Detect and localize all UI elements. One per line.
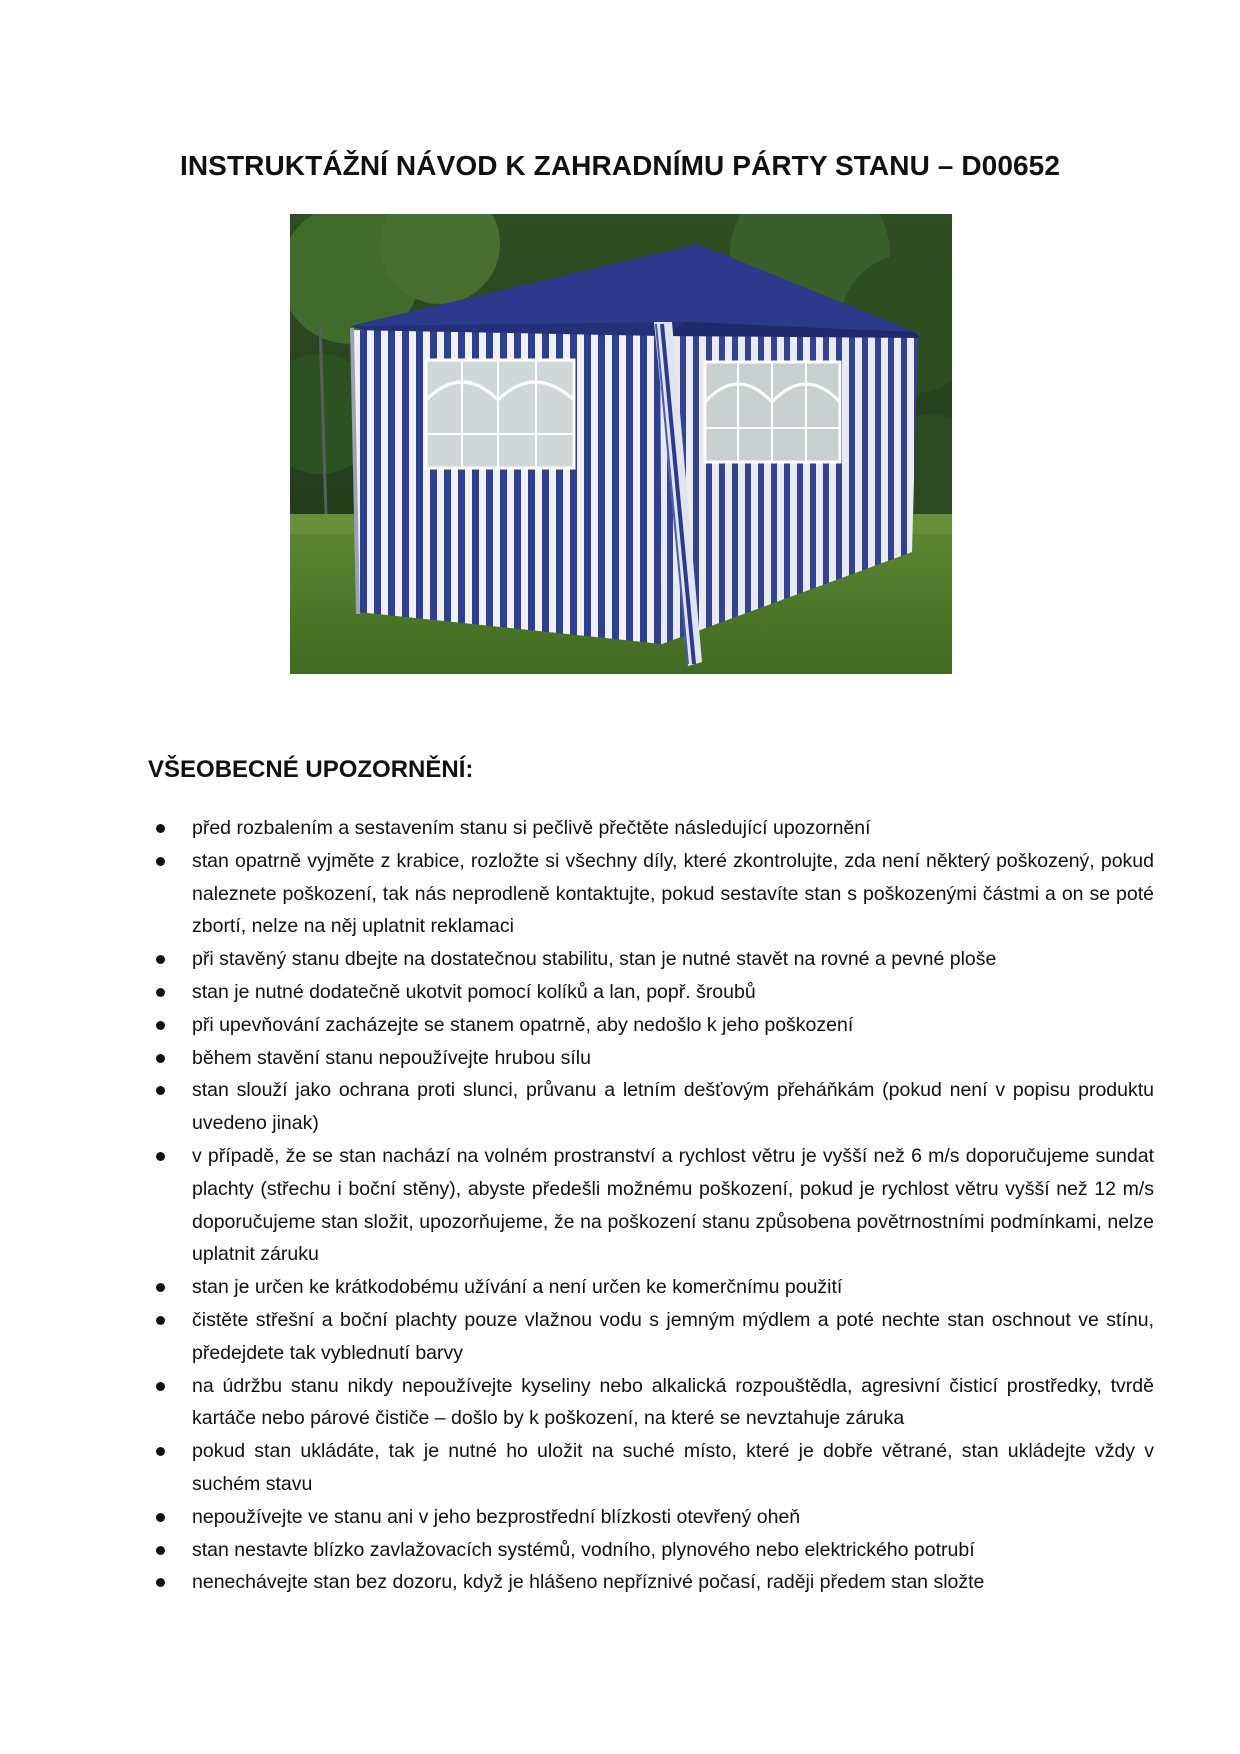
bullet-icon [156, 1546, 165, 1555]
list-item: při stavěný stanu dbejte na dostatečnou stabilitu, stan je nutné stavět na rovné a pevné ploše [148, 943, 1154, 976]
bullet-icon [156, 988, 165, 997]
list-item: před rozbalením a sestavením stanu si pečlivě přečtěte následující upozornění [148, 812, 1154, 845]
list-item: stan je nutné dodatečně ukotvit pomocí kolíků a lan, popř. šroubů [148, 976, 1154, 1009]
bullet-icon [156, 1513, 165, 1522]
list-item: stan nestavte blízko zavlažovacích systémů, vodního, plynového nebo elektrického potrubí [148, 1534, 1154, 1567]
bullet-icon [156, 1382, 165, 1391]
bullet-icon [156, 1578, 165, 1587]
document-title: INSTRUKTÁŽNÍ NÁVOD K ZAHRADNÍMU PÁRTY STANU – D00652 [179, 150, 1061, 181]
list-item: stan je určen ke krátkodobému užívání a není určen ke komerčnímu použití [148, 1271, 1154, 1304]
list-item: na údržbu stanu nikdy nepoužívejte kyseliny nebo alkalická rozpouštědla, agresivní čisticí prostředky, tvrdě kartáče nebo párové čističe – došlo by k poškození, na které se nevztahuje záruka [148, 1370, 1154, 1436]
tent-photo [290, 214, 952, 674]
list-item: pokud stan ukládáte, tak je nutné ho uložit na suché místo, které je dobře větrané, stan ukládejte vždy v suchém stavu [148, 1435, 1154, 1501]
list-item: v případě, že se stan nachází na volném prostranství a rychlost větru je vyšší než 6 m/s doporučujeme sundat plachty (střechu i boční stěny), abyste předešli možnému poškození, pokud je rychlost větru vyšší než 12 m/s doporučujeme stan složit, upozorňujeme, že na poškození stanu způsobena povětrnostními podmínkami, nelze uplatnit záruku [148, 1140, 1154, 1271]
bullet-icon [156, 955, 165, 964]
bullet-icon [156, 1021, 165, 1030]
list-item: nepoužívejte ve stanu ani v jeho bezprostřední blízkosti otevřený oheň [148, 1501, 1154, 1534]
list-item: při upevňování zacházejte se stanem opatrně, aby nedošlo k jeho poškození [148, 1009, 1154, 1042]
bullet-icon [156, 1316, 165, 1325]
bullet-icon [156, 1054, 165, 1063]
bullet-icon [156, 1086, 165, 1095]
bullet-icon [156, 824, 165, 833]
list-item: stan opatrně vyjměte z krabice, rozložte si všechny díly, které zkontrolujte, zda není některý poškozený, pokud naleznete poškození, tak nás neprodleně kontaktujte, pokud sestavíte stan s poškozenými částmi a on se poté zbortí, nelze na něj uplatnit reklamaci [148, 845, 1154, 943]
bullet-icon [156, 857, 165, 866]
warning-list [148, 812, 1154, 1599]
section-heading: VŠEOBECNÉ UPOZORNĚNÍ: [148, 756, 474, 783]
list-item: stan slouží jako ochrana proti slunci, průvanu a letním dešťovým přeháňkám (pokud není v popisu produktu uvedeno jinak) [148, 1074, 1154, 1140]
list-item: čistěte střešní a boční plachty pouze vlažnou vodu s jemným mýdlem a poté nechte stan oschnout ve stínu, předejdete tak vyblednutí barvy [148, 1304, 1154, 1370]
bullet-icon [156, 1447, 165, 1456]
list-item: nenechávejte stan bez dozoru, když je hlášeno nepříznivé počasí, raději předem stan složte [148, 1566, 1154, 1599]
list-item: během stavění stanu nepoužívejte hrubou sílu [148, 1042, 1154, 1075]
bullet-icon [156, 1152, 165, 1161]
bullet-icon [156, 1283, 165, 1292]
